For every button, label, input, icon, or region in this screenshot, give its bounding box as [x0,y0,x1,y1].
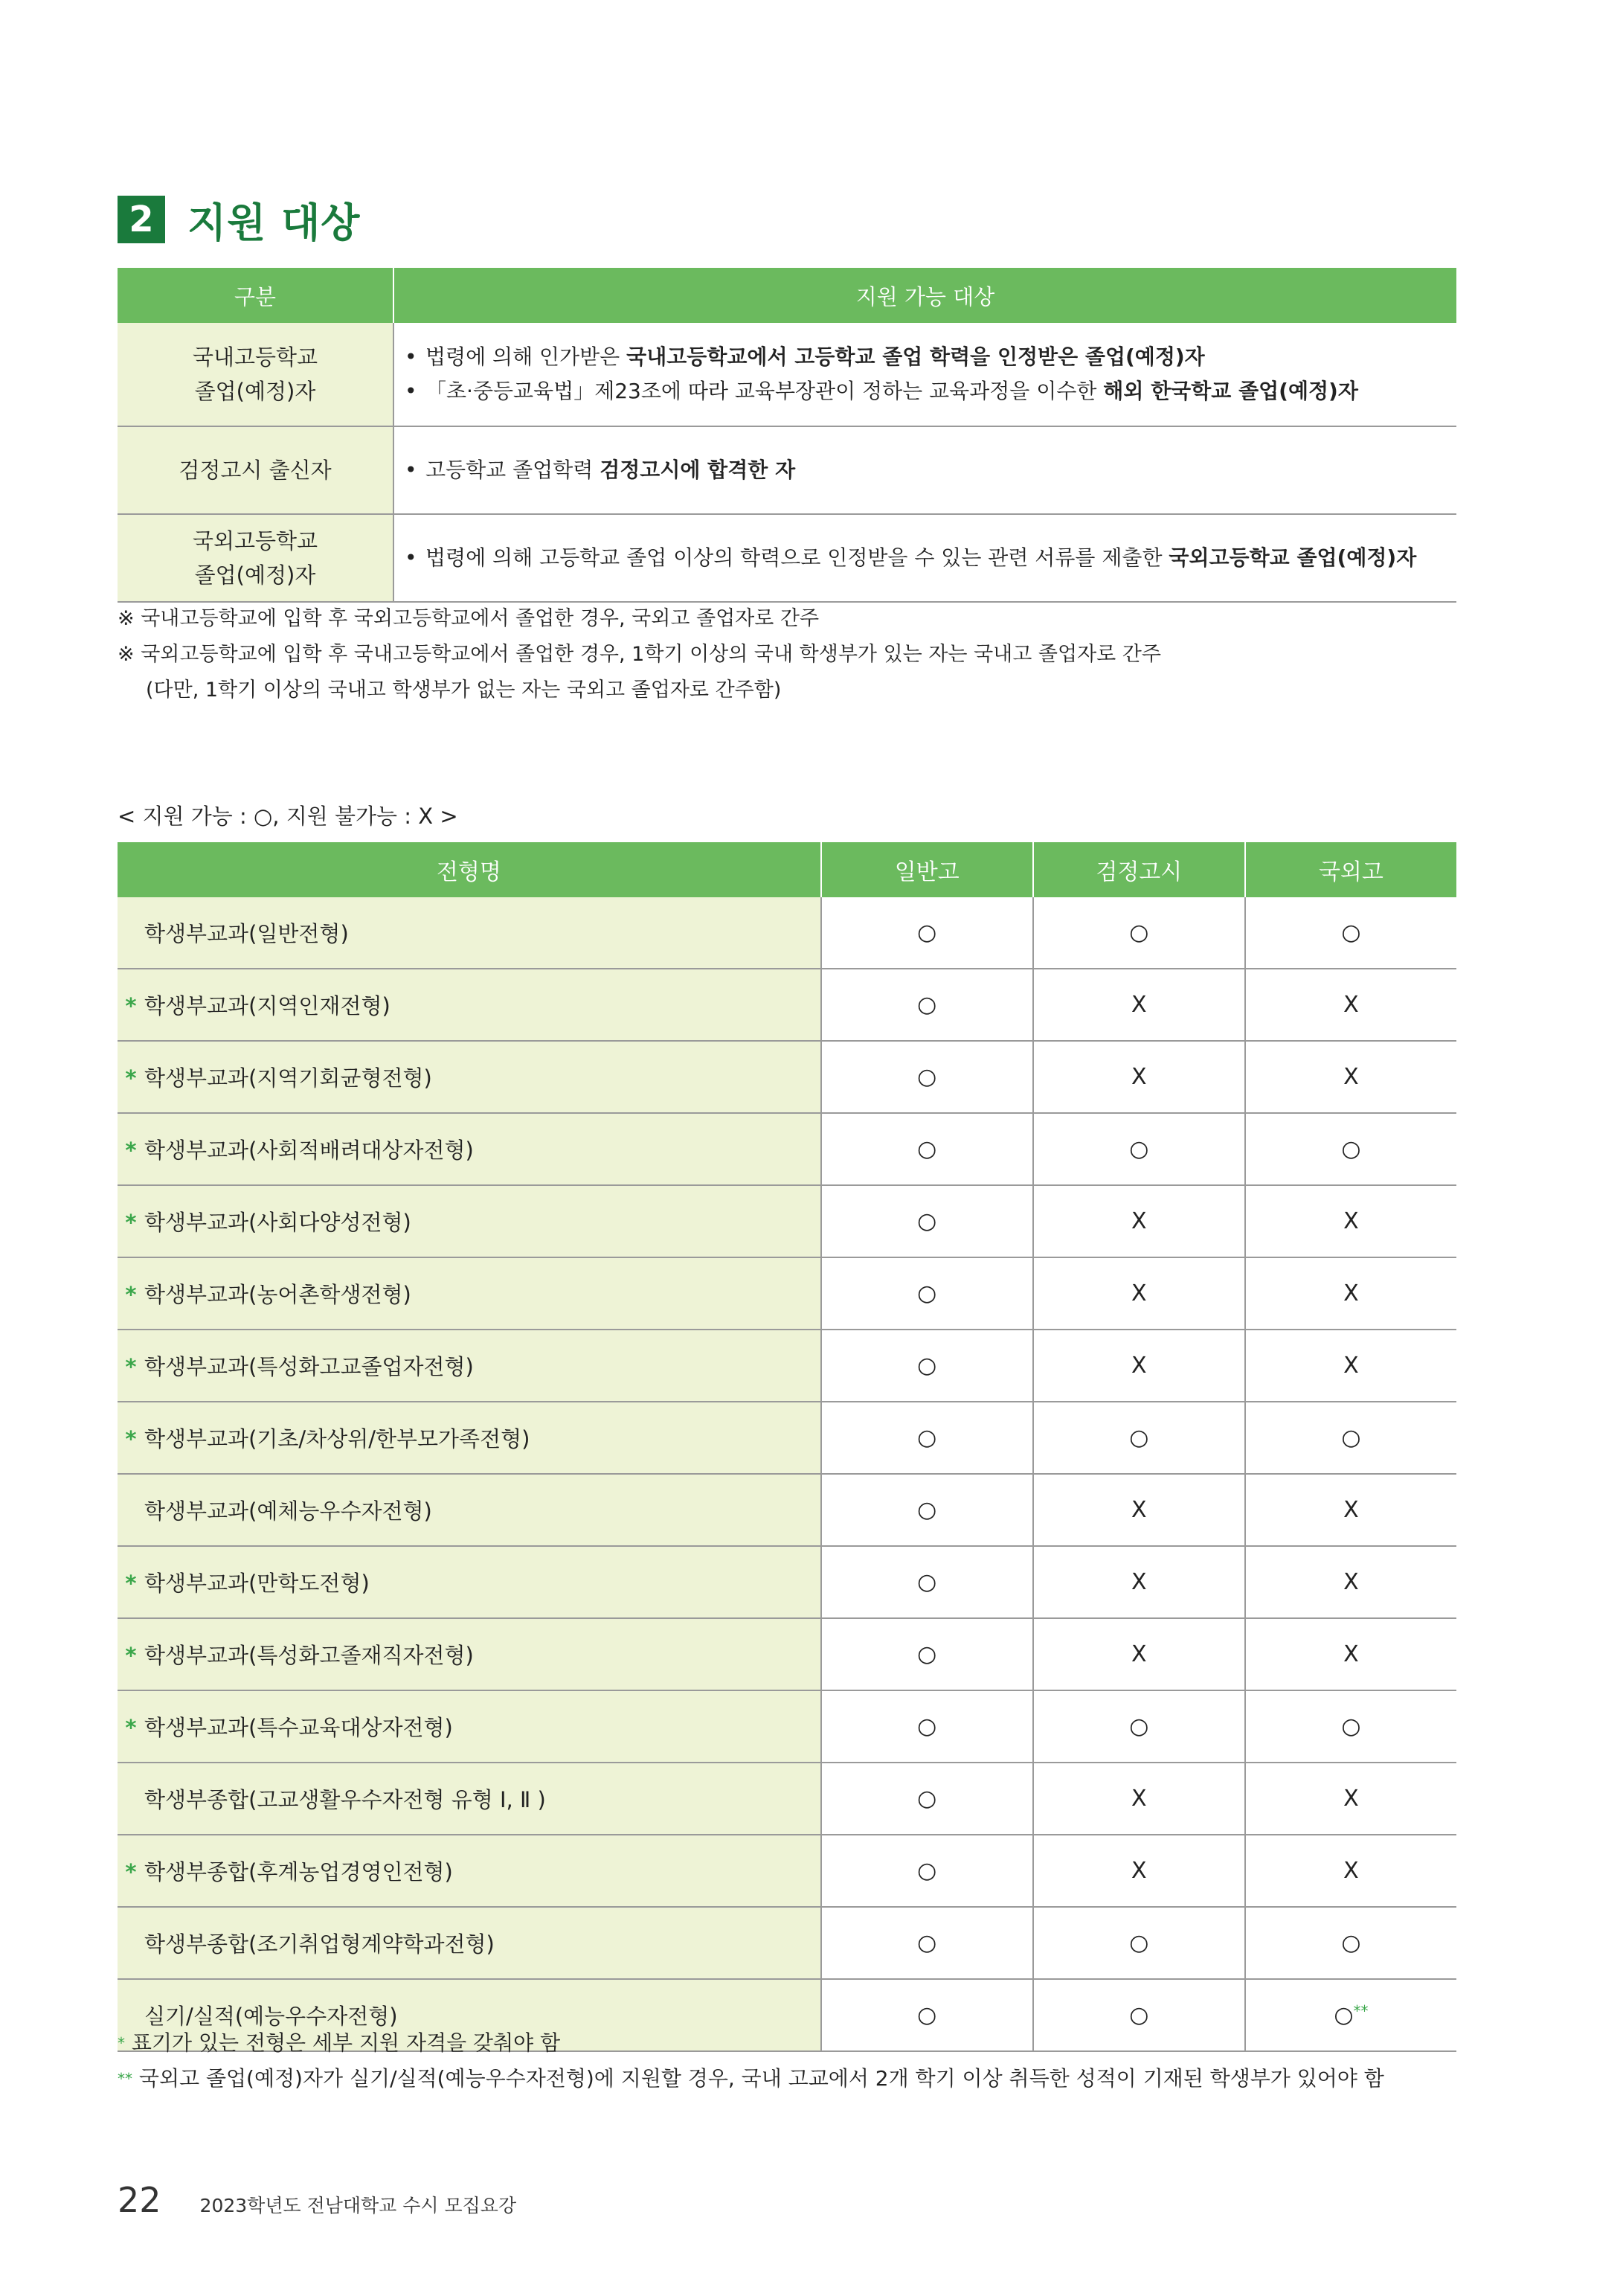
eligibility-value: ○ [1341,1425,1361,1451]
eligibility-mark [1245,1835,1456,1907]
table-row [118,323,1456,426]
eligibility-mark [1033,1330,1245,1402]
admission-type-name [118,969,821,1041]
eligibility-value: ○ [917,1425,937,1451]
description-line [405,340,1456,374]
note-line [118,2025,1384,2061]
eligibility-value: ○ [917,1208,937,1234]
admission-type-name [118,1041,821,1113]
note-mark: * [118,2034,125,2052]
eligibility-value: ○ [917,1569,937,1595]
admission-type-name [118,1257,821,1330]
requirement-star: * [125,1138,137,1163]
eligibility-mark [821,1690,1033,1763]
admission-type-name [118,1330,821,1402]
admission-type-label: 학생부교과(특성화고교졸업자전형) [144,1354,474,1379]
legend: < 지원 가능 : ○, 지원 불가능 : X > [118,804,458,829]
eligibility-mark [821,1041,1033,1113]
eligibility-value: X [1343,1858,1359,1884]
category-label-line: 검정고시 출신자 [179,458,332,483]
eligibility-value: ○ [917,2002,937,2028]
eligibility-value: ○ [1129,1425,1149,1451]
description-text: 법령에 의해 고등학교 졸업 이상의 학력으로 인정받을 수 있는 관련 서류를 제출한 [425,545,1169,570]
eligibility-value: X [1131,1786,1147,1812]
eligibility-value: X [1131,1641,1147,1667]
category-label [118,323,393,426]
eligibility-value: ○ [1341,920,1361,946]
admission-type-name [118,1618,821,1690]
requirement-star: * [125,1065,137,1091]
eligibility-mark [1033,1474,1245,1546]
eligibility-value: X [1343,1786,1359,1812]
eligibility-value: ○ [1129,1930,1149,1956]
admission-type-name [118,1474,821,1546]
eligibility-value: ○ [1341,1930,1361,1956]
admission-type-name [118,1113,821,1185]
note-mark: ** [118,2070,132,2088]
table-row [118,1041,1456,1113]
header-foreign-hs: 국외고 [1245,842,1456,897]
table-row [118,514,1456,602]
eligibility-header-category: 구분 [118,268,393,323]
admission-type-label: 학생부교과(지역인재전형) [144,993,391,1019]
eligibility-mark [821,897,1033,969]
table-row [118,1763,1456,1835]
eligibility-mark [1033,1185,1245,1257]
admission-type-label: 학생부종합(조기취업형계약학과전형) [144,1931,495,1957]
eligibility-mark [821,1113,1033,1185]
eligibility-value: X [1343,1208,1359,1234]
eligibility-mark [821,1763,1033,1835]
admission-type-label: 학생부교과(사회다양성전형) [144,1210,411,1235]
description-bold: 국내고등학교에서 고등학교 졸업 학력을 인정받은 졸업(예정)자 [626,344,1205,369]
category-label-line: 졸업(예정)자 [194,562,316,588]
eligibility-mark [1033,1907,1245,1979]
description-bold: 해외 한국학교 졸업(예정)자 [1103,379,1358,403]
eligibility-mark [1033,1690,1245,1763]
note-line: (다만, 1학기 이상의 국내고 학생부가 없는 자는 국외고 졸업자로 간주함) [146,679,782,702]
requirement-star: * [125,1426,137,1452]
category-label-line: 졸업(예정)자 [194,379,316,404]
eligibility-value: X [1131,1569,1147,1595]
table-row [118,1546,1456,1618]
target-description [393,514,1456,602]
document-title: 2023학년도 전남대학교 수시 모집요강 [199,2195,517,2216]
requirement-star: * [125,1354,137,1379]
table-row [118,1907,1456,1979]
admission-type-name [118,1546,821,1618]
admission-type-name [118,1402,821,1474]
eligibility-value: ○ [917,1786,937,1812]
eligibility-value: ○ [917,992,937,1018]
admission-type-label: 실기/실적(예능우수자전형) [144,2004,398,2029]
eligibility-mark [1033,1546,1245,1618]
header-ged: 검정고시 [1033,842,1245,897]
eligibility-mark [1033,1041,1245,1113]
eligibility-value: X [1343,1569,1359,1595]
eligibility-mark [821,1330,1033,1402]
requirement-star: * [125,993,137,1019]
eligibility-value: ○ [1129,1713,1149,1739]
bullet: • [405,458,417,482]
eligibility-mark [1033,1257,1245,1330]
admission-type-name [118,1690,821,1763]
admission-type-name [118,1185,821,1257]
bullet: • [405,379,417,403]
eligibility-value: X [1343,1497,1359,1523]
description-line [405,453,1456,487]
eligibility-value: X [1343,1280,1359,1306]
eligibility-mark [1245,1113,1456,1185]
table-row [118,1330,1456,1402]
eligibility-mark [1245,1257,1456,1330]
category-label-line: 국외고등학교 [192,528,318,554]
eligibility-value: X [1343,1064,1359,1090]
eligibility-value: ○ [1341,1136,1361,1162]
eligibility-value: X [1131,1064,1147,1090]
eligibility-value: X [1131,1280,1147,1306]
header-admission-type: 전형명 [118,842,821,897]
eligibility-mark [1245,1402,1456,1474]
admission-type-name [118,1763,821,1835]
table-row [118,1402,1456,1474]
section-heading [118,195,360,244]
table-row [118,426,1456,514]
category-label [118,426,393,514]
description-bold: 검정고시에 합격한 자 [600,458,796,482]
eligibility-value: ○ [917,1930,937,1956]
eligibility-value: X [1131,992,1147,1018]
admission-type-label: 학생부교과(사회적배려대상자전형) [144,1138,474,1163]
eligibility-mark [1033,1835,1245,1907]
eligibility-mark [821,1546,1033,1618]
admission-type-label: 학생부종합(고교생활우수자전형 유형 Ⅰ, Ⅱ ) [144,1787,546,1812]
page-number: 22 [118,2180,161,2220]
admission-type-label: 학생부교과(기초/차상위/한부모가족전형) [144,1426,530,1452]
eligibility-value: ○ [917,1353,937,1379]
eligibility-value: ○ [917,1858,937,1884]
admission-type-label: 학생부교과(특성화고졸재직자전형) [144,1643,474,1668]
admission-type-name [118,1907,821,1979]
eligibility-mark [821,1402,1033,1474]
eligibility-mark [821,969,1033,1041]
eligibility-value: ○ [917,1497,937,1523]
requirement-star: * [125,1643,137,1668]
eligibility-value: X [1343,1353,1359,1379]
eligibility-mark [1245,1690,1456,1763]
requirement-star: * [125,1282,137,1307]
eligibility-value: X [1131,1497,1147,1523]
note-text: 국외고 졸업(예정)자가 실기/실적(예능우수자전형)에 지원할 경우, 국내 고교에서 2개 학기 이상 취득한 성적이 기재된 학생부가 있어야 함 [132,2066,1384,2091]
eligibility-value: ○ [917,1713,937,1739]
admission-type-label: 학생부교과(만학도전형) [144,1571,370,1596]
eligibility-value: X [1131,1858,1147,1884]
table-row [118,1185,1456,1257]
table-row [118,897,1456,969]
table-row [118,1257,1456,1330]
requirement-star: * [125,1859,137,1885]
requirement-star: * [125,1715,137,1740]
eligibility-mark [821,1257,1033,1330]
note-text: 표기가 있는 전형은 세부 지원 자격을 갖춰야 함 [125,2030,561,2055]
eligibility-mark [821,1618,1033,1690]
eligibility-mark [1245,1041,1456,1113]
eligibility-mark [1033,1402,1245,1474]
eligibility-mark [1245,1330,1456,1402]
table-row [118,1690,1456,1763]
eligibility-mark [1033,897,1245,969]
eligibility-value: ○ [917,1641,937,1667]
eligibility-mark [821,1835,1033,1907]
category-label-line: 국내고등학교 [192,344,318,370]
eligibility-value: ○ [917,1136,937,1162]
eligibility-header-target: 지원 가능 대상 [393,268,1456,323]
description-text: 고등학교 졸업학력 [425,458,600,482]
admission-type-label: 학생부교과(지역기회균형전형) [144,1065,432,1091]
note-line: ※ 국내고등학교에 입학 후 국외고등학교에서 졸업한 경우, 국외고 졸업자로 간주 [118,607,820,630]
eligibility-notes [118,601,1161,708]
eligibility-mark [1245,897,1456,969]
admission-type-table [118,842,1456,2052]
eligibility-value: ○ [1129,2002,1149,2028]
admission-type-name [118,1835,821,1907]
eligibility-mark [1245,1763,1456,1835]
table-row [118,1474,1456,1546]
admission-notes [118,2025,1384,2097]
eligibility-value: X [1131,1353,1147,1379]
section-number: 2 [118,196,165,243]
bullet: • [405,344,417,369]
target-description [393,426,1456,514]
table-row [118,1835,1456,1907]
eligibility-mark [821,1474,1033,1546]
eligibility-value: ○ [917,920,937,946]
note-line: ※ 국외고등학교에 입학 후 국내고등학교에서 졸업한 경우, 1학기 이상의 국내 학생부가 있는 자는 국내고 졸업자로 간주 [118,643,1161,666]
admission-type-label: 학생부교과(농어촌학생전형) [144,1282,411,1307]
requirement-star: * [125,1210,137,1235]
description-text: 법령에 의해 인가받은 [425,344,627,369]
description-line [405,374,1456,408]
eligibility-value: X [1131,1208,1147,1234]
section-title: 지원 대상 [187,199,361,246]
eligibility-table [118,268,1456,603]
eligibility-mark [821,1907,1033,1979]
eligibility-mark [821,1185,1033,1257]
page-footer [118,2180,516,2220]
eligibility-value: ○ [1334,2002,1354,2028]
admission-type-name [118,897,821,969]
eligibility-mark [1033,1113,1245,1185]
admission-type-label: 학생부종합(후계농업경영인전형) [144,1859,453,1885]
eligibility-mark [1033,1618,1245,1690]
eligibility-value: ○ [917,1280,937,1306]
eligibility-value: X [1343,1641,1359,1667]
double-star-mark: ** [1353,2002,1369,2020]
eligibility-mark [1245,1185,1456,1257]
eligibility-mark [1245,1546,1456,1618]
category-label [118,514,393,602]
admission-type-label: 학생부교과(일반전형) [144,921,349,946]
eligibility-value: ○ [1341,1713,1361,1739]
bullet: • [405,545,417,570]
admission-type-label: 학생부교과(예체능우수자전형) [144,1498,432,1524]
admission-type-label: 학생부교과(특수교육대상자전형) [144,1715,453,1740]
eligibility-mark [1033,1763,1245,1835]
table-row [118,969,1456,1041]
eligibility-mark [1033,969,1245,1041]
note-line [118,2061,1384,2097]
description-line [405,541,1456,575]
eligibility-value: ○ [917,1064,937,1090]
description-bold: 국외고등학교 졸업(예정)자 [1169,545,1417,570]
target-description [393,323,1456,426]
eligibility-mark [1245,1618,1456,1690]
eligibility-mark [1245,969,1456,1041]
header-general-hs: 일반고 [821,842,1033,897]
eligibility-value: X [1343,992,1359,1018]
table-row [118,1113,1456,1185]
table-row [118,1618,1456,1690]
eligibility-value: ○ [1129,1136,1149,1162]
eligibility-value: ○ [1129,920,1149,946]
requirement-star: * [125,1571,137,1596]
description-text: 「초·중등교육법」제23조에 따라 교육부장관이 정하는 교육과정을 이수한 [425,379,1104,403]
eligibility-mark [1245,1474,1456,1546]
eligibility-mark [1245,1907,1456,1979]
